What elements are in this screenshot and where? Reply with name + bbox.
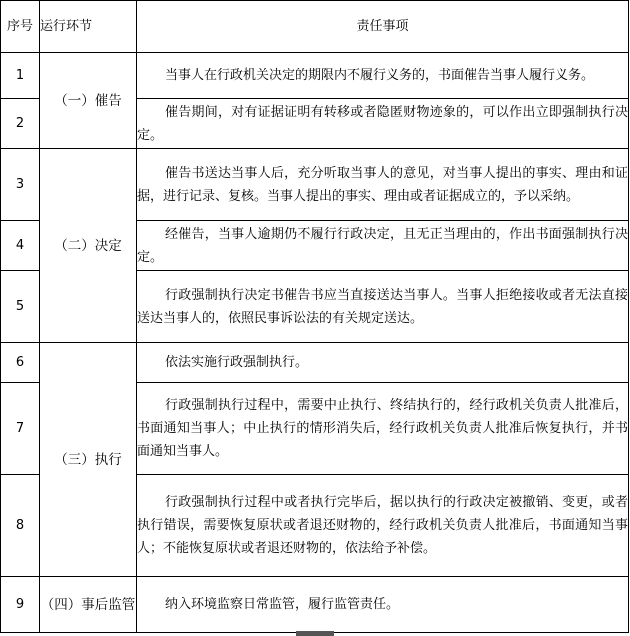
row-matter: 纳入环境监察日常监管，履行监管责任。 [137,577,629,633]
stage-urge: （一）催告 [40,53,137,149]
stage-decide: （二）决定 [40,149,137,343]
row-matter: 依法实施行政强制执行。 [137,343,629,383]
bottom-edge-mark [296,631,334,636]
header-row [1,1,629,53]
row-number: 8 [1,475,40,577]
table-row [1,53,629,99]
row-matter: 行政强制执行过程中，需要中止执行、终结执行的，经行政机关负责人批准后，书面通知当事人；中止执行的情形消失后，经行政机关负责人批准后恢复执行，并书面通知当事人。 [137,383,629,475]
table-row [1,343,629,383]
table-row [1,149,629,221]
stage-execute: （三）执行 [40,343,137,577]
row-number: 9 [1,577,40,633]
row-number: 3 [1,149,40,221]
row-number: 6 [1,343,40,383]
row-number: 7 [1,383,40,475]
row-number: 5 [1,271,40,343]
row-matter: 当事人在行政机关决定的期限内不履行义务的，书面催告当事人履行义务。 [137,53,629,99]
row-matter: 催告书送达当事人后，充分听取当事人的意见，对当事人提出的事实、理由和证据，进行记录、复核。当事人提出的事实、理由或者证据成立的，予以采纳。 [137,149,629,221]
header-stage: 运行环节 [40,1,137,53]
row-matter: 行政强制执行过程中或者执行完毕后，据以执行的行政决定被撤销、变更，或者执行错误，需要恢复原状或者退还财物的，经行政机关负责人批准后，书面通知当事人；不能恢复原状或者退还财物的，依法给予补偿。 [137,475,629,577]
row-matter: 经催告，当事人逾期仍不履行行政决定，且无正当理由的，作出书面强制执行决定。 [137,221,629,271]
row-number: 4 [1,221,40,271]
header-matter: 责任事项 [137,1,629,53]
row-matter: 行政强制执行决定书催告书应当直接送达当事人。当事人拒绝接收或者无法直接送达当事人的，依照民事诉讼法的有关规定送达。 [137,271,629,343]
row-number: 2 [1,99,40,149]
stage-supervision: （四）事后监管 [40,577,137,633]
header-no: 序号 [1,1,40,53]
row-matter: 催告期间，对有证据证明有转移或者隐匿财物迹象的，可以作出立即强制执行决定。 [137,99,629,149]
row-number: 1 [1,53,40,99]
table-row [1,577,629,633]
